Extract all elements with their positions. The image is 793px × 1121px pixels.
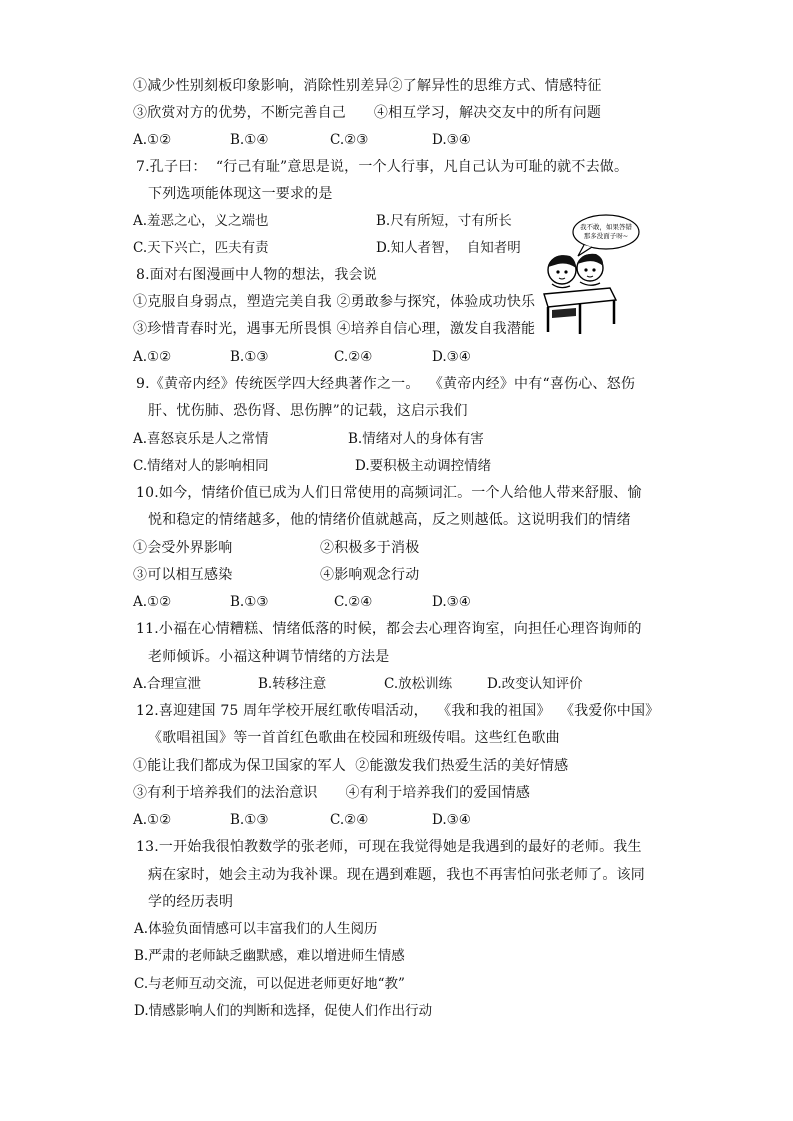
q10-option-b[interactable]: B.①③ (230, 594, 269, 610)
q10-option-a[interactable]: A.①② (133, 594, 172, 610)
q13-option-d[interactable]: D.情感影响人们的判断和选择，促使人们作出行动 (134, 1003, 433, 1019)
q13-stem-line-1: 13.一开始我很怕教数学的张老师，可现在我觉得她是我遇到的最好的老师。我生 (136, 839, 642, 855)
q8-statement-line-2: ③珍惜青春时光，遇事无所畏惧 ④培养自信心理，激发自我潜能 (133, 321, 536, 337)
q9-option-d[interactable]: D.要积极主动调控情绪 (355, 458, 492, 474)
q6-option-b[interactable]: B.①④ (230, 132, 269, 148)
q12-statement-line-1: ①能让我们都成为保卫国家的军人 ②能激发我们热爱生活的美好情感 (133, 758, 569, 774)
q11-option-d[interactable]: D.改变认知评价 (487, 676, 583, 692)
q13-stem-line-2: 病在家时，她会主动为我补课。现在遇到难题，我也不再害怕问张老师了。该同 (148, 867, 645, 883)
q12-stem-line-2: 《歌唱祖国》等一首首红色歌曲在校园和班级传唱。这些红色歌曲 (148, 730, 560, 746)
q10-statement-3: ③可以相互感染 (133, 567, 233, 583)
speech-text-line-2: 那多没面子呀~ (583, 232, 629, 240)
q13-option-b[interactable]: B.严肃的老师缺乏幽默感，难以增进师生情感 (134, 948, 405, 964)
q13-option-a[interactable]: A.体验负面情感可以丰富我们的人生阅历 (134, 921, 378, 937)
q9-option-c[interactable]: C.情绪对人的影响相同 (133, 458, 269, 474)
q10-statement-2: ②积极多于消极 (320, 540, 420, 556)
q13-option-c[interactable]: C.与老师互动交流，可以促进老师更好地“教” (134, 976, 405, 992)
q8-option-d[interactable]: D.③④ (432, 349, 471, 365)
q12-statement-line-2: ③有利于培养我们的法治意识 ④有利于培养我们的爱国情感 (133, 785, 531, 801)
q6-option-a[interactable]: A.①② (133, 132, 172, 148)
q10-statement-4: ④影响观念行动 (320, 567, 420, 583)
q12-option-c[interactable]: C.②④ (330, 812, 369, 828)
q9-option-a[interactable]: A.喜怒哀乐是人之常情 (133, 431, 269, 447)
q8-option-a[interactable]: A.①② (133, 349, 172, 365)
q8-stem: 8.面对右图漫画中人物的想法，我会说 (136, 267, 377, 283)
q6-option-d[interactable]: D.③④ (432, 132, 471, 148)
cartoon-illustration (540, 212, 640, 337)
q8-statement-line-1: ①克服自身弱点，塑造完美自我 ②勇敢参与探究，体验成功快乐 (133, 294, 536, 310)
q6-statement-line-1: ①减少性别刻板印象影响，消除性别差异②了解异性的思维方式、情感特征 (133, 78, 602, 94)
q12-option-b[interactable]: B.①③ (230, 812, 269, 828)
q12-option-a[interactable]: A.①② (133, 812, 172, 828)
q13-stem-line-3: 学的经历表明 (148, 894, 234, 910)
q7-stem-line-2: 下列选项能体现这一要求的是 (148, 186, 333, 202)
q11-option-b[interactable]: B.转移注意 (258, 676, 327, 692)
q6-statement-line-2: ③欣赏对方的优势，不断完善自己 ④相互学习，解决交友中的所有问题 (133, 105, 602, 121)
q8-option-b[interactable]: B.①③ (230, 349, 269, 365)
q7-option-c[interactable]: C.天下兴亡，匹夫有责 (133, 240, 269, 256)
q7-option-d[interactable]: D.知人者智， 自知者明 (376, 240, 521, 256)
q10-statement-1: ①会受外界影响 (133, 540, 233, 556)
q12-stem-line-1: 12.喜迎建国 75 周年学校开展红歌传唱活动， 《我和我的祖国》 《我爱你中国》 (136, 703, 660, 719)
q10-option-d[interactable]: D.③④ (432, 594, 471, 610)
q9-stem-line-2: 肝、忧伤肺、恐伤肾、思伤脾”的记载，这启示我们 (148, 403, 468, 419)
q7-option-b[interactable]: B.尺有所短，寸有所长 (376, 213, 512, 229)
q11-stem-line-2: 老师倾诉。小福这种调节情绪的方法是 (148, 649, 390, 665)
speech-text-line-1: 我不敢，如果答错 (580, 223, 632, 231)
q7-stem-line-1: 7.孔子曰： “行己有耻”意思是说，一个人行事，凡自己认为可耻的就不去做。 (136, 159, 629, 175)
q11-option-a[interactable]: A.合理宣泄 (133, 676, 202, 692)
q9-option-b[interactable]: B.情绪对人的身体有害 (348, 431, 484, 447)
q8-option-c[interactable]: C.②④ (334, 349, 373, 365)
q7-option-a[interactable]: A.羞恶之心，义之端也 (133, 213, 269, 229)
q11-option-c[interactable]: C.放松训练 (384, 676, 453, 692)
q12-option-d[interactable]: D.③④ (432, 812, 471, 828)
q10-option-c[interactable]: C.②④ (334, 594, 373, 610)
q10-stem-line-2: 悦和稳定的情绪越多，他的情绪价值就越高，反之则越低。这说明我们的情绪 (148, 512, 631, 528)
q11-stem-line-1: 11.小福在心情糟糕、情绪低落的时候，都会去心理咨询室，向担任心理咨询师的 (136, 621, 642, 637)
q6-option-c[interactable]: C.②③ (330, 132, 369, 148)
q10-stem-line-1: 10.如今，情绪价值已成为人们日常使用的高频词汇。一个人给他人带来舒服、愉 (136, 485, 642, 501)
q9-stem-line-1: 9.《黄帝内经》传统医学四大经典著作之一。 《黄帝内经》中有“喜伤心、怒伤 (136, 376, 636, 392)
